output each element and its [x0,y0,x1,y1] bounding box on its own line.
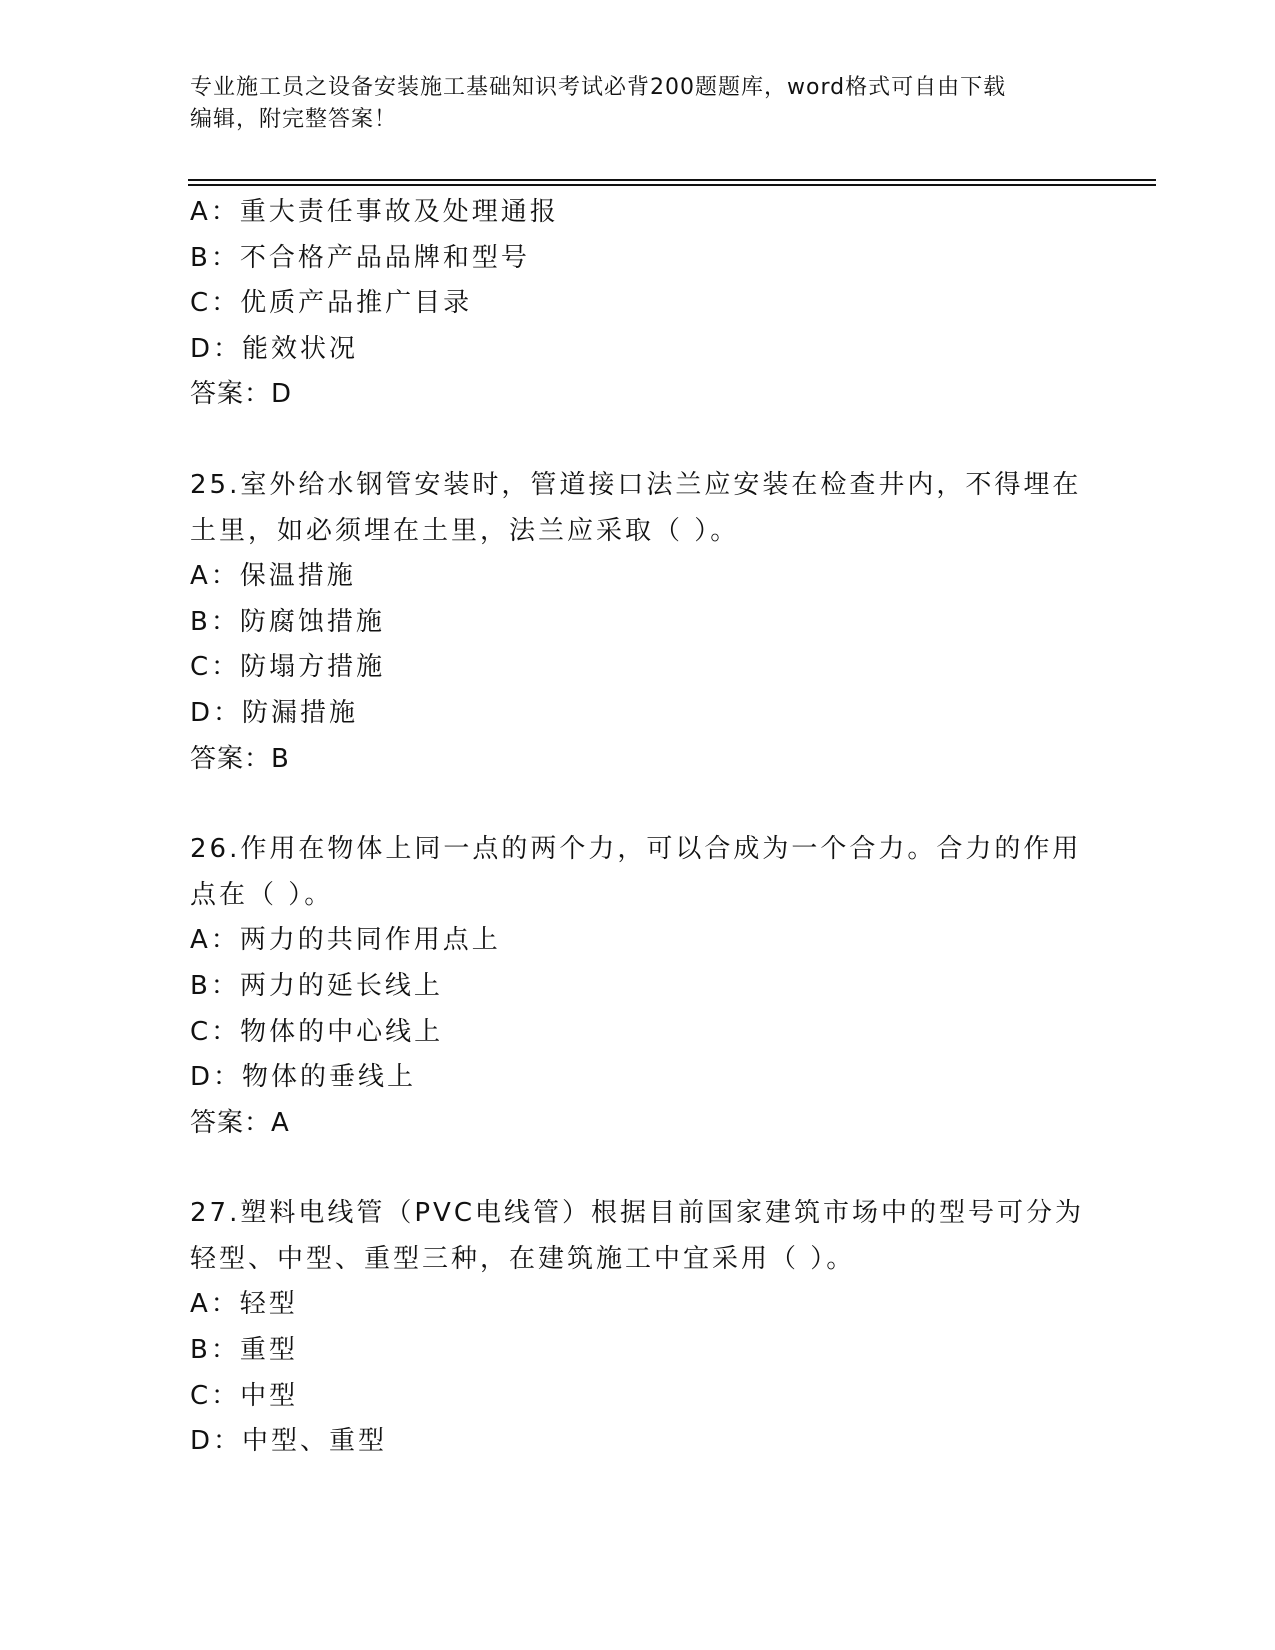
option-b: B：重型 [190,1335,298,1366]
option-a: A：重大责任事故及处理通报 [190,197,559,227]
option-d: D：能效状况 [190,333,359,364]
header-divider-bottom [188,184,1156,186]
option-a: A：保温措施 [190,561,356,592]
option-a: A：轻型 [190,1289,298,1320]
option-b: B：不合格产品品牌和型号 [190,242,530,273]
question-stem-line-1: 26.作用在物体上同一点的两个力，可以合成为一个合力。合力的作用 [190,834,1082,865]
question-stem-line-1: 27.塑料电线管（PVC电线管）根据目前国家建筑市场中的型号可分为 [190,1198,1084,1229]
question-stem-line-2: 轻型、中型、重型三种，在建筑施工中宜采用（ ）。 [190,1243,856,1274]
option-c: C：防塌方措施 [190,652,386,683]
question-list [190,190,1090,1465]
answer-line: 答案：B [190,743,290,774]
answer-line: 答案：A [190,1107,290,1138]
option-b: B：防腐蚀措施 [190,606,385,637]
option-d: D：物体的垂线上 [190,1062,417,1093]
document-header [190,72,1090,136]
option-d: D：防漏措施 [190,697,359,728]
question-stem-line-1: 25.室外给水钢管安装时，管道接口法兰应安装在检查井内，不得埋在 [190,469,1082,500]
question-block-24 [190,190,1090,418]
answer-line: 答案：D [190,379,293,410]
option-c: C：物体的中心线上 [190,1016,444,1047]
header-divider-top [188,179,1156,181]
option-d: D：中型、重型 [190,1426,388,1457]
question-block-25 [190,463,1090,782]
option-c: C：优质产品推广目录 [190,288,473,319]
question-block-26 [190,827,1090,1146]
header-title-line-1: 专业施工员之设备安装施工基础知识考试必背200题题库，word格式可自由下载 [190,75,1007,100]
question-block-27 [190,1191,1090,1465]
question-stem-line-2: 土里，如必须埋在土里，法兰应采取（ ）。 [190,515,740,546]
option-a: A：两力的共同作用点上 [190,925,501,956]
option-c: C：中型 [190,1380,299,1411]
question-stem-line-2: 点在（ ）。 [190,879,334,910]
header-title-line-2: 编辑，附完整答案！ [190,107,398,132]
option-b: B：两力的延长线上 [190,970,443,1001]
